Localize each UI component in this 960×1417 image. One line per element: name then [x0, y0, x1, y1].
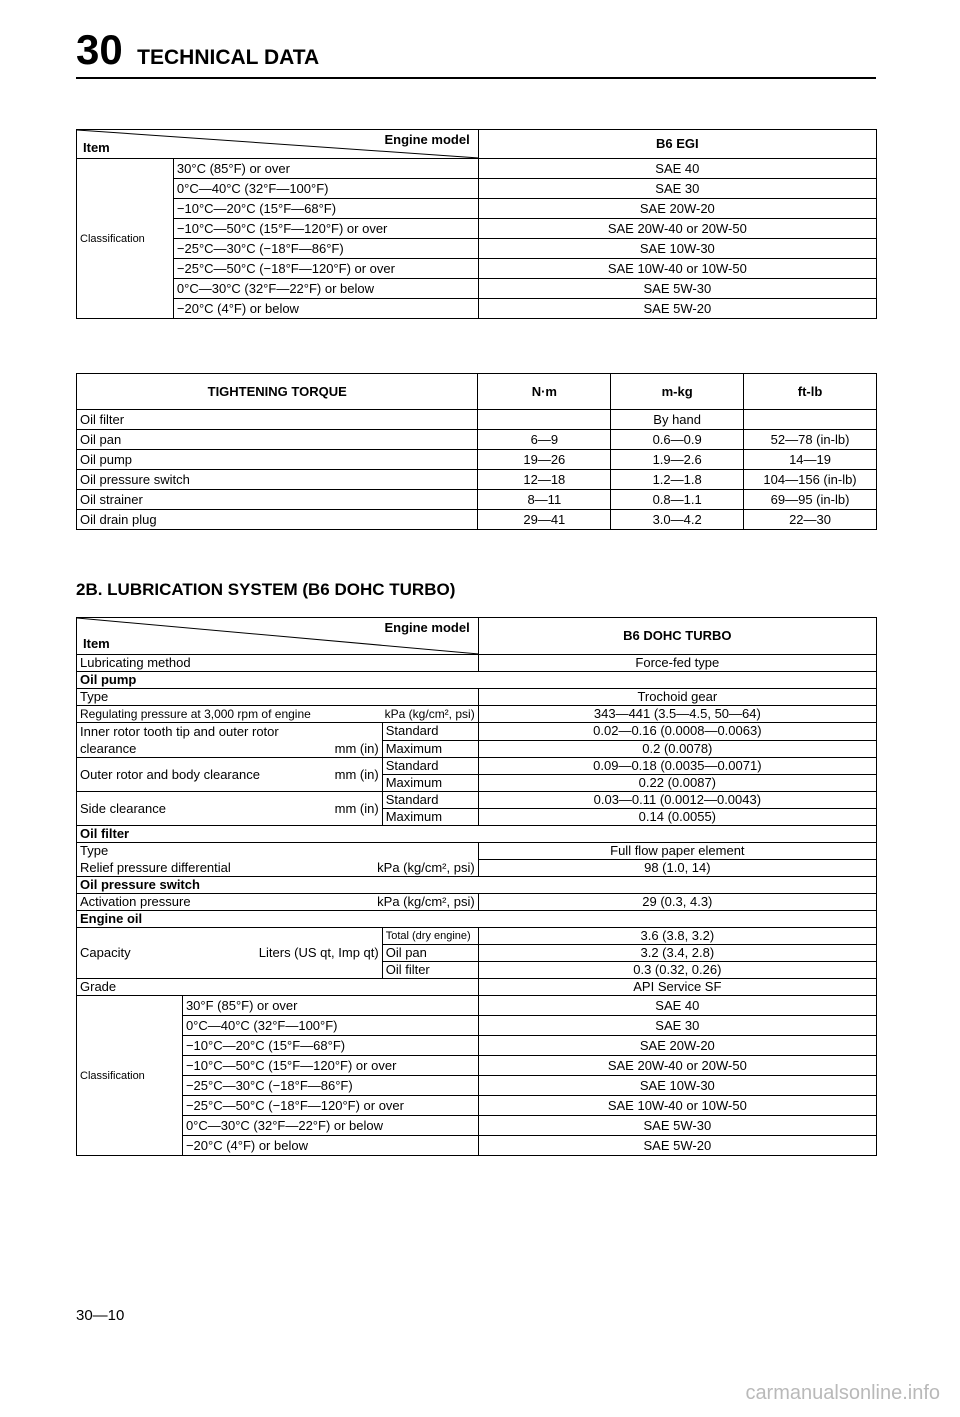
maximum-label: Maximum: [382, 809, 478, 826]
inner-rotor-maximum-value: 0.2 (0.0078): [478, 740, 876, 758]
outer-rotor-label: Outer rotor and body clearance mm (in): [77, 758, 383, 792]
regulating-pressure-value: 343—441 (3.5—4.5, 50—64): [478, 706, 876, 723]
temp-range: 0°C—30°C (32°F—22°F) or below: [173, 279, 478, 299]
filter-type-label: Type: [77, 843, 479, 860]
engine-oil-heading: Engine oil: [77, 911, 877, 928]
engine-name: B6 EGI: [478, 130, 876, 159]
oil-grade: SAE 20W-20: [478, 1036, 876, 1056]
torque-mkg: 1.2—1.8: [611, 470, 744, 490]
temp-range: 0°C—30°C (32°F—22°F) or below: [182, 1116, 478, 1136]
standard-label: Standard: [382, 792, 478, 809]
torque-item: Oil filter: [77, 410, 478, 430]
temp-range: 0°C—40°C (32°F—100°F): [173, 179, 478, 199]
torque-nm: 6—9: [478, 430, 611, 450]
capacity-total-value: 3.6 (3.8, 3.2): [478, 928, 876, 945]
torque-nm: 19—26: [478, 450, 611, 470]
page-number: 30—10: [76, 1307, 125, 1324]
side-clearance-standard-value: 0.03—0.11 (0.0012—0.0043): [478, 792, 876, 809]
oil-grade: SAE 10W-30: [478, 1076, 876, 1096]
capacity-sub-oil-pan: Oil pan: [382, 945, 478, 962]
torque-mkg: 0.8—1.1: [611, 490, 744, 510]
torque-nm: 8—11: [478, 490, 611, 510]
oil-grade: SAE 10W-40 or 10W-50: [478, 1096, 876, 1116]
item-label: Item: [83, 140, 110, 155]
temp-range: −25°C—50°C (−18°F—120°F) or over: [173, 259, 478, 279]
torque-item: Oil drain plug: [77, 510, 478, 530]
side-clearance-maximum-value: 0.14 (0.0055): [478, 809, 876, 826]
inner-rotor-label: [77, 723, 383, 758]
oil-grade: SAE 40: [478, 996, 876, 1016]
oil-grade: SAE 20W-20: [478, 199, 876, 219]
torque-item: Oil pan: [77, 430, 478, 450]
chapter-number: 30: [76, 26, 123, 73]
regulating-pressure-text: Regulating pressure at 3,000 rpm of engine: [80, 707, 311, 721]
regulating-pressure-unit: kPa (kg/cm², psi): [384, 707, 475, 721]
pump-type-value: Trochoid gear: [478, 689, 876, 706]
page-header: [76, 26, 876, 74]
torque-mkg: By hand: [611, 410, 744, 430]
watermark: carmanualsonline.info: [745, 1382, 940, 1404]
oil-grade: SAE 30: [478, 179, 876, 199]
torque-nm: [478, 410, 611, 430]
temp-range: 30°F (85°F) or over: [182, 996, 478, 1016]
oil-grade: SAE 20W-40 or 20W-50: [478, 1056, 876, 1076]
activation-pressure-value: 29 (0.3, 4.3): [478, 894, 876, 911]
outer-rotor-standard-value: 0.09—0.18 (0.0035—0.0071): [478, 758, 876, 775]
inner-rotor-label-line1: Inner rotor tooth tip and outer rotor: [80, 724, 279, 739]
table-corner-header: [77, 130, 479, 159]
page-title: TECHNICAL DATA: [137, 46, 320, 69]
side-clearance-label: Side clearance mm (in): [77, 792, 383, 826]
maximum-label: Maximum: [382, 775, 478, 792]
section-title: 2B. LUBRICATION SYSTEM (B6 DOHC TURBO): [76, 580, 456, 599]
relief-pressure-label: Relief pressure differential kPa (kg/cm², psi): [77, 860, 479, 877]
torque-header-mkg: m-kg: [611, 374, 744, 410]
filter-type-value: Full flow paper element: [478, 843, 876, 860]
capacity-oil-filter-value: 0.3 (0.32, 0.26): [478, 962, 876, 979]
torque-mkg: 0.6—0.9: [611, 430, 744, 450]
torque-ftlb: 14—19: [744, 450, 877, 470]
outer-rotor-maximum-value: 0.22 (0.0087): [478, 775, 876, 792]
torque-header-item: TIGHTENING TORQUE: [77, 374, 478, 410]
oil-filter-heading: Oil filter: [77, 826, 877, 843]
temp-range: 30°C (85°F) or over: [173, 159, 478, 179]
relief-pressure-value: 98 (1.0, 14): [478, 860, 876, 877]
torque-ftlb: 104—156 (in-lb): [744, 470, 877, 490]
oil-grade: SAE 5W-30: [478, 1116, 876, 1136]
grade-value: API Service SF: [478, 979, 876, 996]
temp-range: −25°C—30°C (−18°F—86°F): [182, 1076, 478, 1096]
oil-grade: SAE 10W-40 or 10W-50: [478, 259, 876, 279]
oil-grade: SAE 5W-20: [478, 1136, 876, 1156]
temp-range: −20°C (4°F) or below: [173, 299, 478, 319]
maximum-label: Maximum: [382, 740, 478, 758]
standard-label: Standard: [382, 758, 478, 775]
torque-nm: 29—41: [478, 510, 611, 530]
temp-range: 0°C—40°C (32°F—100°F): [182, 1016, 478, 1036]
capacity-sub-oil-filter: Oil filter: [382, 962, 478, 979]
item-label: Item: [83, 636, 110, 651]
oil-pump-heading: Oil pump: [77, 672, 877, 689]
engine-name: B6 DOHC TURBO: [478, 618, 876, 655]
capacity-label: Capacity Liters (US qt, Imp qt): [77, 928, 383, 979]
torque-mkg: 3.0—4.2: [611, 510, 744, 530]
tightening-torque-table: [76, 373, 877, 530]
oil-grade: SAE 30: [478, 1016, 876, 1036]
torque-ftlb: [744, 410, 877, 430]
header-rule: [76, 77, 876, 79]
lubricating-method-value: Force-fed type: [478, 655, 876, 672]
capacity-sub-total: Total (dry engine): [382, 928, 478, 945]
oil-grade: SAE 5W-30: [478, 279, 876, 299]
torque-ftlb: 52—78 (in-lb): [744, 430, 877, 450]
temp-range: −25°C—50°C (−18°F—120°F) or over: [182, 1096, 478, 1116]
torque-item: Oil pump: [77, 450, 478, 470]
oil-grade: SAE 10W-30: [478, 239, 876, 259]
torque-nm: 12—18: [478, 470, 611, 490]
temp-range: −10°C—20°C (15°F—68°F): [173, 199, 478, 219]
classification-label: Classification: [77, 159, 174, 319]
oil-grade: SAE 5W-20: [478, 299, 876, 319]
torque-ftlb: 69—95 (in-lb): [744, 490, 877, 510]
torque-mkg: 1.9—2.6: [611, 450, 744, 470]
torque-item: Oil pressure switch: [77, 470, 478, 490]
activation-pressure-label: Activation pressure kPa (kg/cm², psi): [77, 894, 479, 911]
torque-header-ftlb: ft-lb: [744, 374, 877, 410]
temp-range: −10°C—20°C (15°F—68°F): [182, 1036, 478, 1056]
oil-grade: SAE 20W-40 or 20W-50: [478, 219, 876, 239]
pump-type-label: Type: [77, 689, 479, 706]
temp-range: −25°C—30°C (−18°F—86°F): [173, 239, 478, 259]
temp-range: −10°C—50°C (15°F—120°F) or over: [182, 1056, 478, 1076]
oil-classification-table-b6-egi: [76, 129, 877, 319]
inner-rotor-standard-value: 0.02—0.16 (0.0008—0.0063): [478, 723, 876, 741]
engine-model-label: Engine model: [384, 620, 470, 635]
inner-rotor-label-line2: clearance mm (in): [80, 741, 379, 756]
lubrication-spec-table-b6-dohc-turbo: [76, 617, 877, 1156]
oil-pressure-switch-heading: Oil pressure switch: [77, 877, 877, 894]
torque-ftlb: 22—30: [744, 510, 877, 530]
temp-range: −20°C (4°F) or below: [182, 1136, 478, 1156]
capacity-oil-pan-value: 3.2 (3.4, 2.8): [478, 945, 876, 962]
engine-model-label: Engine model: [384, 132, 470, 147]
regulating-pressure-label: [77, 706, 479, 723]
torque-item: Oil strainer: [77, 490, 478, 510]
standard-label: Standard: [382, 723, 478, 741]
table-corner-header: [77, 618, 479, 655]
classification-label: Classification: [77, 996, 183, 1156]
oil-grade: SAE 40: [478, 159, 876, 179]
lubricating-method-label: Lubricating method: [77, 655, 479, 672]
torque-header-nm: N·m: [478, 374, 611, 410]
grade-label: Grade: [77, 979, 479, 996]
temp-range: −10°C—50°C (15°F—120°F) or over: [173, 219, 478, 239]
